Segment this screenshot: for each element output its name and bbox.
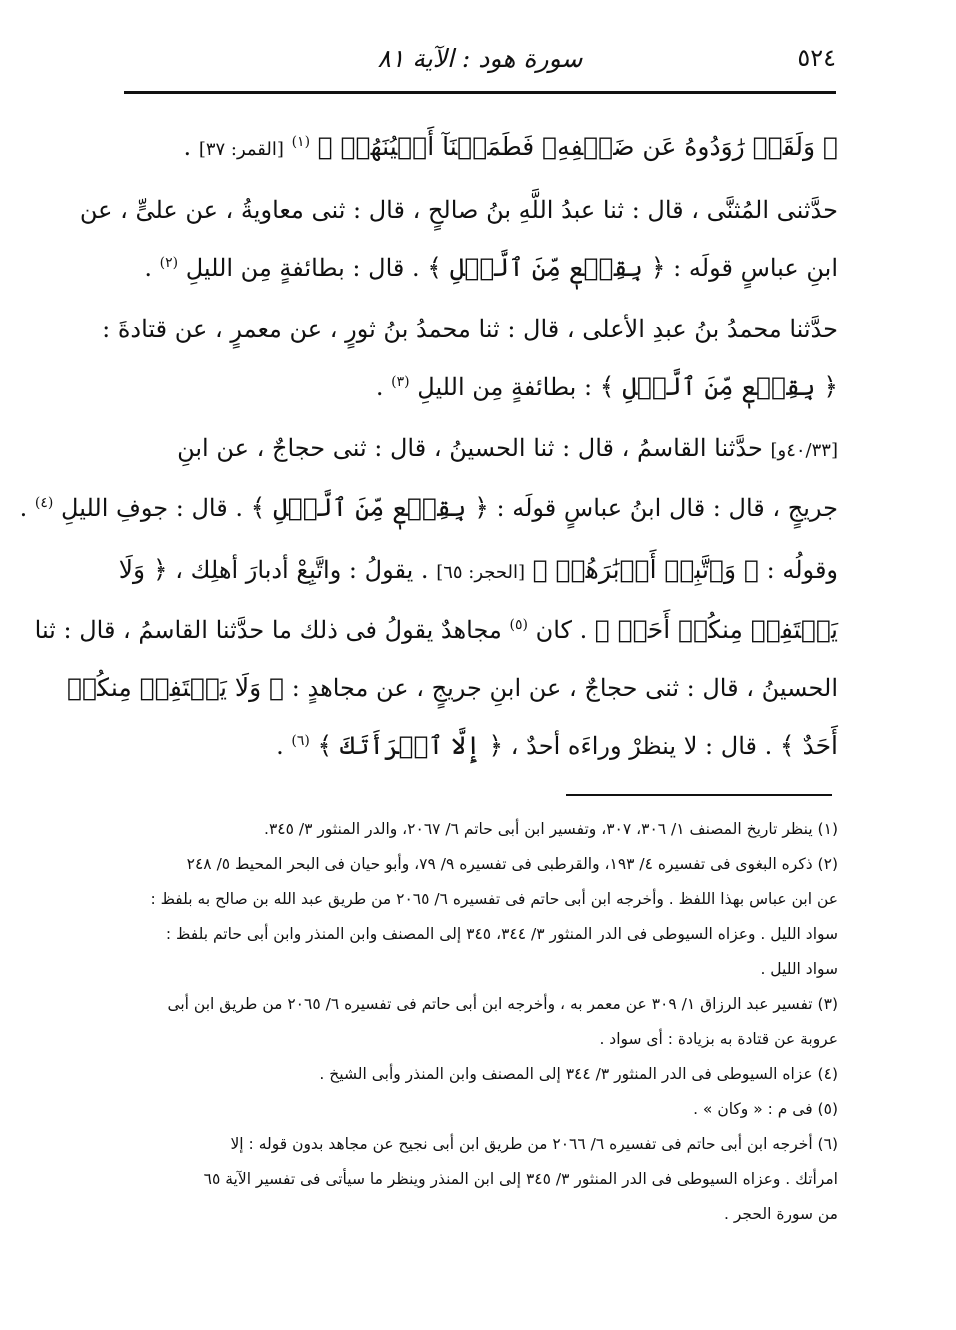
quran-verse-paragraph	[122, 118, 838, 178]
narration-text: . قال : جوفِ الليلِ	[61, 494, 243, 522]
narration-text: . قال : بطائفةٍ مِن الليلِ	[185, 254, 420, 282]
narration-text: : بطائفةٍ مِن الليلِ	[417, 373, 593, 401]
quran-quote: ﴿ وَٱتَّبِعۡ أَدۡبَٰرَهُمۡ ﴾	[532, 555, 760, 584]
footnote-5	[122, 1092, 838, 1127]
main-text	[19, 118, 838, 775]
narration-text: حدَّثنا القاسمُ ، قال : ثنا الحسينُ ، قال : ثنى حجاجٌ ، عن ابنِ	[177, 434, 763, 462]
quran-verse: ﴿ وَلَقَدۡ رَٰوَدُوهُ عَن ضَيۡفِهِۦ فَطَمَسۡنَآ أَعۡيُنَهُمۡ ﴾	[317, 132, 838, 161]
footnote-line: (١) ينظر تاريخ المصنف ١/ ٣٠٦، ٣٠٧، وتفسير ابن أبى حاتم ٦/ ٢٠٦٧، والدر المنثور ٣/ ٣٤٥.	[264, 820, 838, 838]
footnotes	[122, 812, 838, 1232]
narration-paragraph-2	[102, 301, 838, 416]
footnote-marker: (٥)	[509, 617, 528, 633]
narration-text: . قال : لا ينظرْ وراءَه أحدٌ ،	[503, 732, 773, 760]
commentary-paragraph	[34, 541, 838, 775]
narration-line: حدَّثنى المُثنَّى ، قال : ثنا عبدُ اللَّهِ بنُ صالحٍ ، قال : ثنى معاويةُ ، عن علىٍّ ، عن	[79, 196, 838, 224]
quran-quote: ﴿ بِقِطۡعٖ مِّنَ ٱلَّيۡلِ ﴾	[427, 253, 666, 282]
page-header	[124, 38, 836, 88]
footnote-marker: (٤)	[34, 495, 54, 511]
quran-quote: يَلۡتَفِتۡ مِنكُمۡ أَحَدٞ ﴾	[594, 615, 838, 644]
footnote-1	[122, 812, 838, 847]
footnote-line: امرأتك . وعزاه السيوطى فى الدر المنثور ٣/ ٣٤٥ إلى ابن المنذر وينظر ما سيأتى فى تفسير الآية ٦٥	[203, 1170, 838, 1188]
period: .	[375, 373, 384, 401]
quran-quote: ﴿ بِقِطۡعٖ مِّنَ ٱلَّيۡلِ ﴾	[250, 493, 489, 522]
quran-quote: أَحَدٌ ﴾	[779, 731, 838, 760]
footnote-6	[122, 1127, 838, 1232]
footnote-line: (٥) فى م : « وكان » .	[693, 1100, 838, 1118]
footnote-line: (٦) أخرجه ابن أبى حاتم فى تفسيره ٦/ ٢٠٦٦ من طريق ابن أبى نجيح عن مجاهد بدون قوله : إلا	[230, 1135, 838, 1153]
narration-text: جريجٍ ، قال : قال ابنُ عباسٍ قولَه :	[488, 494, 838, 522]
narration-text: . يقولُ : واتَّبِعْ أدبارَ أهلِك ،	[167, 556, 429, 584]
period: .	[276, 732, 284, 760]
quran-quote: ﴿ وَلَا يَلۡتَفِتۡ مِنكُمۡ	[67, 673, 285, 702]
quran-quote: ﴿ وَلَا	[118, 555, 168, 584]
narration-line: حدَّثنا محمدُ بنُ عبدِ الأعلى ، قال : ثنا محمدُ بنُ ثورٍ ، عن معمرٍ ، عن قتادةَ :	[102, 315, 838, 343]
period: .	[183, 133, 192, 161]
narration-text: . كان	[535, 616, 588, 644]
narration-text: وقولُه :	[759, 556, 838, 584]
footnote-line: عروبة عن قتادة به بزيادة : أى سواد .	[599, 1030, 838, 1048]
footnote-4	[122, 1057, 838, 1092]
header-rule	[124, 91, 836, 94]
quran-quote: ﴿ إِلَّا ٱمۡرَأَتَكَ ﴾	[317, 731, 504, 760]
footnote-3	[122, 987, 838, 1057]
period: .	[19, 494, 28, 522]
quran-quote: ﴿ بِقِطۡعٖ مِّنَ ٱلَّيۡلِ ﴾	[599, 372, 838, 401]
running-title: سورة هود : الآية ٨١	[377, 44, 583, 73]
page-number: ٥٢٤	[797, 44, 836, 72]
footnote-line: (٣) تفسير عبد الرزاق ١/ ٣٠٩ عن معمر به ، وأخرجه ابن أبى حاتم فى تفسيره ٦/ ٢٠٦٥ من طريق ابن أبى	[167, 995, 838, 1013]
footnote-separator	[566, 794, 832, 796]
narration-text: مجاهدٌ يقولُ فى ذلك ما حدَّثنا القاسمُ ، قال : ثنا	[34, 616, 502, 644]
manuscript-marker: [٤٠/٣٣و]	[770, 440, 838, 461]
narration-paragraph-3	[19, 420, 838, 537]
narration-text: الحسينُ ، قال : ثنى حجاجٌ ، عن ابنِ جريجٍ ، عن مجاهدٍ :	[284, 674, 838, 702]
footnote-line: من سورة الحجر .	[723, 1205, 838, 1223]
footnote-line: (٤) عزاه السيوطى فى الدر المنثور ٣/ ٣٤٤ إلى المصنف وابن المنذر وأبى الشيخ .	[319, 1065, 838, 1083]
footnote-line: سواد الليل . وعزاه السيوطى فى الدر المنثور ٣/ ٣٤٤، ٣٤٥ إلى المصنف وابن المنذر وابن أبى حاتم بلفظ :	[165, 925, 838, 943]
narration-text: ابنِ عباسٍ قولَه :	[665, 254, 838, 282]
footnote-line: سواد الليل .	[760, 960, 838, 978]
footnote-line: (٢) ذكره البغوى فى تفسيره ٤/ ١٩٣، والقرطبى فى تفسيره ٩/ ٧٩، وأبو حيان فى البحر المحيط ٥/ ٢٤٨	[186, 855, 838, 873]
footnote-marker: (٦)	[291, 733, 310, 749]
footnote-marker: (٢)	[159, 255, 179, 271]
footnote-2	[122, 847, 838, 987]
footnote-marker: (١)	[291, 134, 311, 150]
surah-reference: [الحجر: ٦٥]	[436, 562, 526, 583]
footnote-line: عن ابن عباس بهذا اللفظ . وأخرجه ابن أبى حاتم فى تفسيره ٦/ ٢٠٦٥ من طريق عبد الله بن صالح به بلفظ :	[150, 890, 838, 908]
period: .	[144, 254, 152, 282]
footnote-marker: (٣)	[391, 374, 410, 390]
surah-reference: [القمر: ٣٧]	[198, 139, 284, 160]
narration-paragraph-1	[79, 182, 838, 297]
